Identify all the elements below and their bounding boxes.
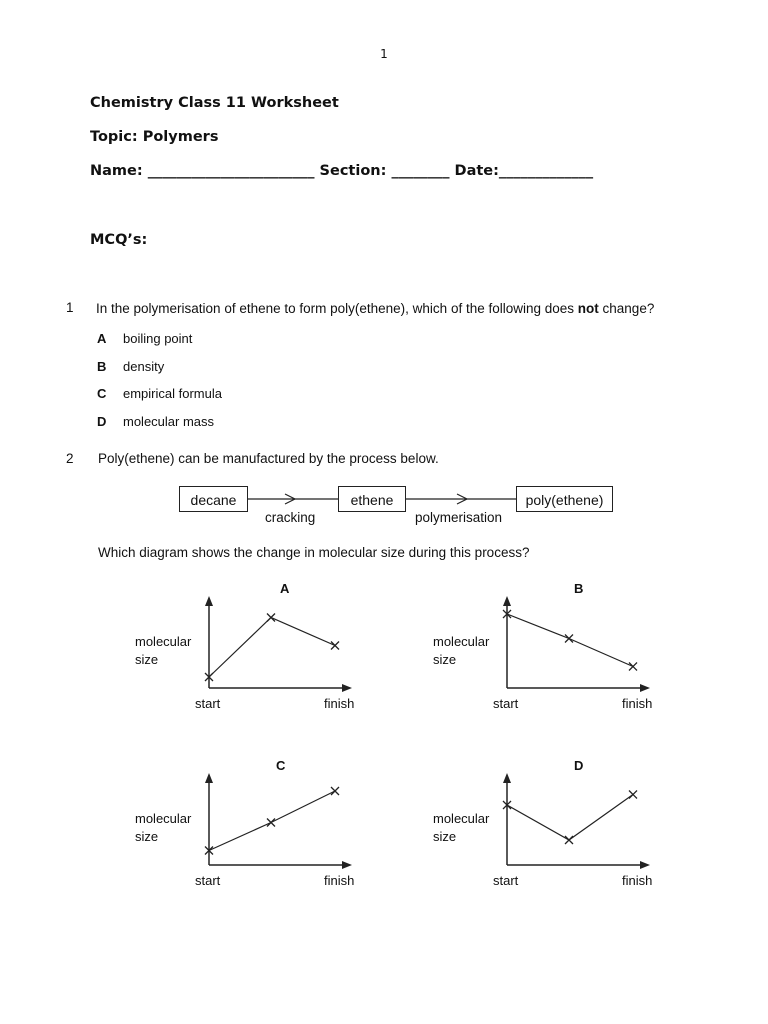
- graph-ylabel: size: [135, 829, 159, 844]
- date-blank: _____________: [498, 163, 594, 179]
- graph-ylabel: size: [433, 829, 457, 844]
- graph-series: [503, 610, 637, 671]
- q2-number: 2: [66, 451, 74, 466]
- data-point-cross: [629, 663, 637, 671]
- q1-option-letter: C: [97, 386, 107, 401]
- flow-box-decane: decane: [179, 486, 248, 512]
- x-finish-label: finish: [622, 873, 653, 888]
- graph-B: [428, 578, 668, 718]
- graph-ylabel: size: [135, 652, 159, 667]
- x-axis-arrowhead: [342, 861, 352, 869]
- worksheet-title: Chemistry Class 11 Worksheet: [90, 95, 339, 111]
- data-point-cross: [565, 635, 573, 643]
- q1-option-text: boiling point: [123, 331, 193, 346]
- x-axis-arrowhead: [640, 684, 650, 692]
- graph-ylabel: molecular: [135, 634, 192, 649]
- graph-series: [205, 787, 339, 855]
- y-axis-arrowhead: [503, 773, 511, 783]
- topic-line: Topic: Polymers: [90, 129, 219, 145]
- flow-label-polymerisation: polymerisation: [415, 510, 503, 525]
- x-axis-arrowhead: [640, 861, 650, 869]
- graph-C: [130, 755, 370, 895]
- q1-option-text: density: [123, 359, 165, 374]
- graph-ylabel: size: [433, 652, 457, 667]
- flow-box-polyethene: poly(ethene): [516, 486, 613, 512]
- x-start-label: start: [195, 873, 221, 888]
- x-start-label: start: [493, 873, 519, 888]
- q1-option-letter: D: [97, 414, 107, 429]
- q1-option-text: molecular mass: [123, 414, 215, 429]
- name-blank: _______________________: [147, 163, 315, 179]
- flow-box-ethene: ethene: [338, 486, 406, 512]
- series-line: [507, 795, 633, 841]
- page-number: 1: [380, 47, 388, 61]
- q1-option-letter: A: [97, 331, 107, 346]
- x-axis-arrowhead: [342, 684, 352, 692]
- x-finish-label: finish: [324, 696, 355, 711]
- graph-series: [205, 614, 339, 682]
- mcq-heading: MCQ’s:: [90, 232, 148, 248]
- series-line: [209, 618, 335, 678]
- data-point-cross: [331, 787, 339, 795]
- y-axis-arrowhead: [205, 773, 213, 783]
- q2-diagram-question: Which diagram shows the change in molecular size during this process?: [98, 545, 530, 560]
- data-point-cross: [267, 819, 275, 827]
- q1-text-bold: not: [577, 301, 599, 316]
- section-blank: ________: [391, 163, 450, 179]
- data-point-cross: [629, 791, 637, 799]
- section-label: Section:: [319, 163, 387, 179]
- graph-D: [428, 755, 668, 895]
- y-axis-arrowhead: [503, 596, 511, 606]
- x-start-label: start: [493, 696, 519, 711]
- graph-ylabel: molecular: [433, 634, 490, 649]
- q1-option-letter: B: [97, 359, 107, 374]
- name-label: Name:: [90, 163, 143, 179]
- q2-text: Poly(ethene) can be manufactured by the process below.: [98, 451, 439, 466]
- x-finish-label: finish: [324, 873, 355, 888]
- q1-option-text: empirical formula: [123, 386, 222, 401]
- graph-ylabel: molecular: [433, 811, 490, 826]
- graph-letter: D: [574, 758, 584, 773]
- date-label: Date:: [454, 163, 499, 179]
- data-point-cross: [267, 614, 275, 622]
- q1-number: 1: [66, 300, 74, 315]
- q1-text-before: In the polymerisation of ethene to form poly(ethene), which of the following does: [96, 301, 578, 316]
- graph-A: [130, 578, 370, 718]
- data-point-cross: [331, 642, 339, 650]
- flow-label-cracking: cracking: [265, 510, 316, 525]
- graph-letter: A: [280, 581, 290, 596]
- graph-letter: C: [276, 758, 286, 773]
- x-finish-label: finish: [622, 696, 653, 711]
- graph-letter: B: [574, 581, 584, 596]
- y-axis-arrowhead: [205, 596, 213, 606]
- x-start-label: start: [195, 696, 221, 711]
- q1-text-after: change?: [598, 301, 655, 316]
- graph-series: [503, 791, 637, 845]
- data-point-cross: [565, 836, 573, 844]
- graph-ylabel: molecular: [135, 811, 192, 826]
